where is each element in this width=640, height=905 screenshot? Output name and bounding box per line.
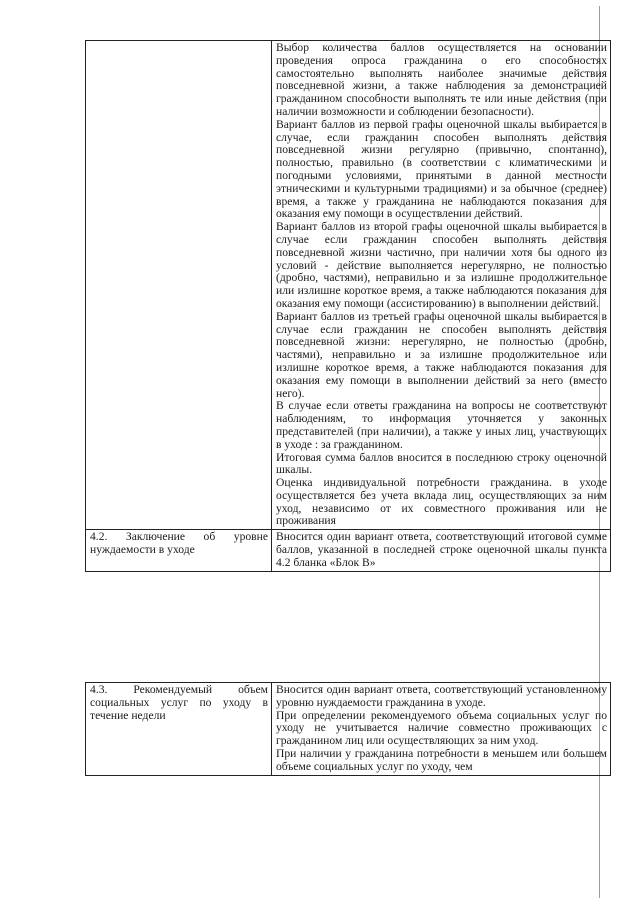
table-row: [86, 41, 611, 530]
row-label-cell: [86, 41, 272, 530]
paragraph-total-score: Итоговая сумма баллов вносится в последнюю строку оценочной шкалы.: [276, 450, 607, 477]
paragraph-clarification: В случае если ответы гражданина на вопросы не соответствуют наблюдениям, то информация уточняется у законных представителей (при наличии), а также у иных лиц, участвующих в уходе : за гражданином.: [276, 399, 607, 451]
table-row: [86, 530, 611, 571]
row-label-cell: 4.3. Рекомендуемый объем социальных услуг по уходу в течение недели: [86, 683, 272, 776]
paragraph-not-considered: При определении рекомендуемого объема социальных услуг по уходу не учитывается наличие совместно проживающих с гражданином лиц или осуществляющих за ним уход.: [276, 708, 607, 748]
paragraph-individual-need: Оценка индивидуальной потребности гражданина. в уходе осуществляется без учета вклада лиц, осуществляющих за ним уход, независимо от их совместного проживания или не проживания: [276, 476, 607, 528]
paragraph-first-column: Вариант баллов из первой графы оценочной шкалы выбирается в случае, если гражданин способен выполнять действия повседневной жизни регулярно (привычно, спонтанно), полностью, правильно (в соответствии с климатическими и погодными условиями, принятыми в данной местности этническими и культурными традициями) и за обычное (среднее) время, а также у гражданина не наблюдаются показания для оказания ему помощи в осуществлении действий.: [276, 117, 607, 221]
row-label-cell: 4.2. Заключение об уровне нуждаемости в уходе: [86, 530, 272, 571]
paragraph-second-column: Вариант баллов из второй графы оценочной шкалы выбирается в случае если гражданин способен выполнять действия повседневной жизни частично, при наличии хотя бы одного из условий - действие выполняется нерегулярно, не полностью (дробно, частями), неправильно и за излишне продолжительное или излишне короткое время, а также наблюдаются показания для оказания ему помощи (ассистированию) в выполнении действий.: [276, 220, 607, 310]
table-row: [86, 683, 611, 776]
services-table: [85, 682, 611, 776]
paragraph-different-volume: При наличии у гражданина потребности в меньшем или большем объеме социальных услуг по уходу, чем: [276, 746, 607, 773]
row-description-cell: [272, 683, 611, 776]
paragraph-third-column: Вариант баллов из третьей графы оценочной шкалы выбирается в случае если гражданин не способен выполнять действия повседневной жизни: нерегулярно, не полностью (дробно, частями), неправильно и за излишне продолжительное или излишне короткое время, а также наблюдаются показания для оказания ему помощи в выполнении действий за него (вместо него).: [276, 309, 607, 400]
instructions-table: [85, 40, 611, 572]
paragraph-single-answer: Вносится один вариант ответа, соответствующий установленному уровню нуждаемости гражданина в уходе.: [276, 683, 607, 709]
row-description-cell: Вносится один вариант ответа, соответствующий итоговой сумме баллов, указанной в последней строке оценочной шкалы пункта 4.2 бланка «Блок В»: [272, 530, 611, 571]
paragraph-scoring-basis: Выбор количества баллов осуществляется на основании проведения опроса гражданина о его способностях самостоятельно выполнять наиболее значимые действия повседневной жизни, а также наблюдения за демонстрацией гражданином способности выполнять те или иные действия (при наличии возможности и соблюдении безопасности).: [276, 41, 607, 118]
row-description-cell: [272, 41, 611, 530]
